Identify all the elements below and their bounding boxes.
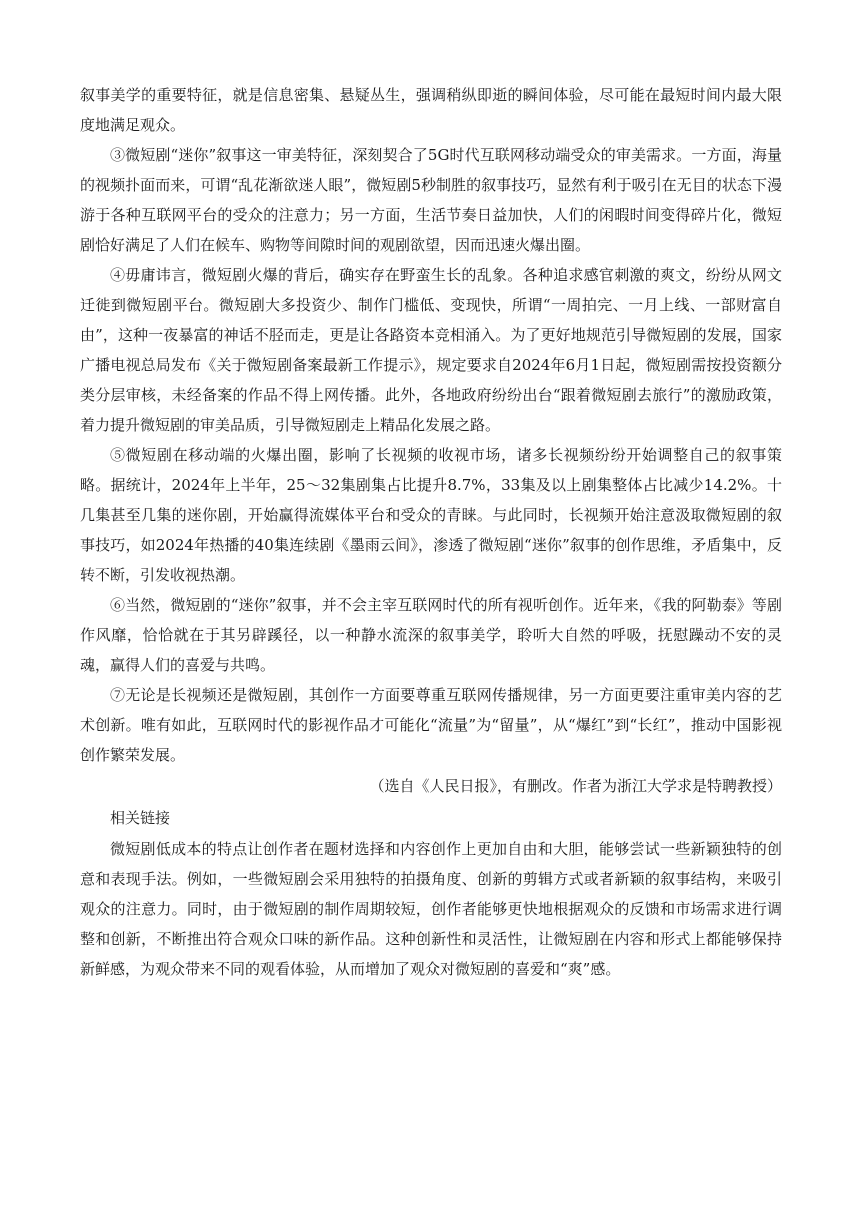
paragraph-4: ④毋庸讳言，微短剧火爆的背后，确实存在野蛮生长的乱象。各种追求感官刺激的爽文，纷纷从网文迁徙到微短剧平台。微短剧大多投资少、制作门槛低、变现快，所谓“一周拍完、一月上线、一部财富自由”，这种一夜暴富的神话不胫而走，更是让各路资本竞相涌入。为了更好地规范引导微短剧的发展，国家广播电视总局发布《关于微短剧备案最新工作提示》，规定要求自2024年6月1日起，微短剧需按投资额分类分层审核，未经备案的作品不得上网传播。此外，各地政府纷纷出台“跟着微短剧去旅行”的激励政策，着力提升微短剧的审美品质，引导微短剧走上精品化发展之路。 [80,266,782,434]
paragraph-6: ⑥当然，微短剧的“迷你”叙事，并不会主宰互联网时代的所有视听创作。近年来，《我的阿勒泰》等剧作风靡，恰恰就在于其另辟蹊径，以一种静水流深的叙事美学，聆听大自然的呼吸，抚慰躁动不安的灵魂，赢得人们的喜爱与共鸣。 [80,596,782,674]
related-link-title: 相关链接 [110,809,171,827]
paragraph-continued: 叙事美学的重要特征，就是信息密集、悬疑丛生，强调稍纵即逝的瞬间体验，尽可能在最短时间内最大限度地满足观众。 [80,86,782,134]
related-link-text: 微短剧低成本的特点让创作者在题材选择和内容创作上更加自由和大胆，能够尝试一些新颖独特的创意和表现手法。例如，一些微短剧会采用独特的拍摄角度、创新的剪辑方式或者新颖的叙事结构，来吸引观众的注意力。同时，由于微短剧的制作周期较短，创作者能够更快地根据观众的反馈和市场需求进行调整和创新，不断推出符合观众口味的新作品。这种创新性和灵活性，让微短剧在内容和形式上都能够保持新鲜感，为观众带来不同的观看体验，从而增加了观众对微短剧的喜爱和“爽”感。 [80,840,782,978]
paragraph-7: ⑦无论是长视频还是微短剧，其创作一方面要尊重互联网传播规律，另一方面更要注重审美内容的艺术创新。唯有如此，互联网时代的影视作品才可能化“流量”为“留量”，从“爆红”到“长红”，推动中国影视创作繁荣发展。 [80,686,782,764]
source-citation: （选自《人民日报》，有删改。作者为浙江大学求是特聘教授） [369,777,782,795]
paragraph-3: ③微短剧“迷你”叙事这一审美特征，深刻契合了5G时代互联网移动端受众的审美需求。一方面，海量的视频扑面而来，可谓“乱花渐欲迷人眼”，微短剧5秒制胜的叙事技巧，显然有利于吸引在无目的状态下漫游于各种互联网平台的受众的注意力；另一方面，生活节奏日益加快，人们的闲暇时间变得碎片化，微短剧恰好满足了人们在候车、购物等间隙时间的观剧欲望，因而迅速火爆出圈。 [80,146,782,254]
document-page [80,80,782,984]
paragraph-5: ⑤微短剧在移动端的火爆出圈，影响了长视频的收视市场，诸多长视频纷纷开始调整自己的叙事策略。据统计，2024年上半年，25～32集剧集占比提升8.7%，33集及以上剧集整体占比减少14.2%。十几集甚至几集的迷你剧，开始赢得流媒体平台和受众的青睐。与此同时，长视频开始注意汲取微短剧的叙事技巧，如2024年热播的40集连续剧《墨雨云间》，渗透了微短剧“迷你”叙事的创作思维，矛盾集中，反转不断，引发收视热潮。 [80,446,782,584]
